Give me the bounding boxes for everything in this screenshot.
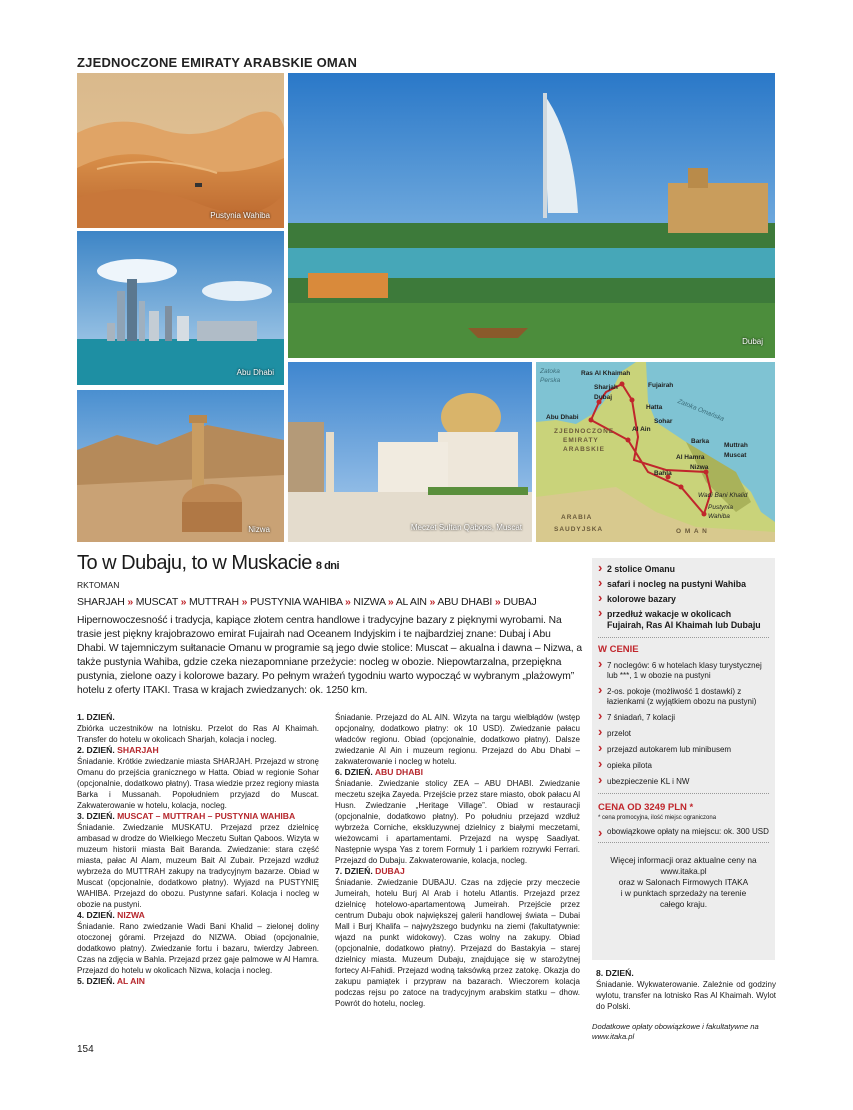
- photo-nizwa: [77, 390, 284, 542]
- day-heading: 7. DZIEŃ.: [335, 866, 373, 876]
- price-note: * cena promocyjna, ilość miejsc ograniczona: [598, 815, 717, 821]
- route-line: [77, 596, 537, 608]
- day-text: Śniadanie. Krótkie zwiedzanie miasta SHARJAH. Przejazd w stronę Omanu do przejścia granicznego w Hatta. Obiad w regionie Sohar (opcjonalnie, dodatkowo płatny). Trasa wiedzie przez regiony miasta Barka i Mussanah. Popołudniem przyjazd do Muscat. Zakwaterowanie w hotelu, kolacja, nocleg.: [77, 757, 319, 810]
- map-city-alhamra: Al Hamra: [676, 454, 705, 461]
- route-sep: »: [387, 596, 394, 608]
- map-label-pustynia1: Pustynia: [708, 504, 733, 511]
- intro-paragraph: Hipernowoczesność i tradycja, kapiące złotem centra handlowe i tradycyjne bazary z pięknymi wyrobami. Na trasie jest piękny krajobrazowo emirat Fujairah nad Oceanem Indyjskim i te najbardziej znane: Dubaj i Abu Dhabi. W tajemniczym sułtanacie Omanu w programie są jego dwie stolice: Muscat – akualna i dawna – Nizwa, a także pustynia Wahiba, gdzie czeka niezapomniane przeżycie: nocleg w obozie. Niepowtarzalna, przepiękna pustynia, zielone oazy i kolorowe bazary. Po pełnym wrażeń tygodniu warto wypocząć w wybranym „plażowym” hotelu z oferty ITAKI. Trasa w krajach zwiedzanych: ok. 1250 km.: [77, 615, 582, 696]
- day-place: ABU DHABI: [374, 767, 424, 777]
- included-item: › 7 noclegów: 6 w hotelach klasy turystycznej lub ***, 1 w obozie na pustyni: [598, 661, 769, 681]
- day-text: Śniadanie. Zwiedzanie stolicy ZEA – ABU DHABI. Zwiedzanie meczetu szejka Zayeda. Przejście przez stare miasto, obok pałacu Al Husn. Zwiedzanie „Heritage Village”. Obiad w restauracji (opcjonalnie, dodatkowo płatny). Po południu przejazd wzdłuż wybrzeża Corniche, ekskluzywnej dzielnicy z białymi meczetami, wieżowcami i apartamentami. Przejazd na wyspę Saadiyat. Następnie wyspa Yas z torem Formuły 1 i parkiem rozrywki Ferrari. Przejazd do Dubaju. Zakwaterowanie, kolacja, nocleg.: [335, 779, 580, 865]
- route-stop: MUSCAT: [135, 596, 178, 608]
- day-heading: 5. DZIEŃ.: [77, 976, 115, 986]
- included-item: › przelot: [598, 729, 769, 739]
- more-info-line: oraz w Salonach Firmowych ITAKA: [618, 877, 749, 887]
- more-info: [592, 855, 775, 910]
- info-sidebar: [592, 558, 775, 960]
- map-city-bahla: Bahla: [654, 470, 672, 477]
- map-city-ras: Ras Al Khaimah: [581, 370, 631, 377]
- photo-desert: [77, 73, 284, 228]
- day-place: AL AIN: [116, 976, 145, 986]
- map-label-sea1b: Perska: [540, 377, 561, 384]
- map-city-sohar: Sohar: [654, 418, 673, 425]
- route-stop: ABU DHABI: [437, 596, 493, 608]
- included-item: › 7 śniadań, 7 kolacji: [598, 713, 769, 723]
- map-label-pustynia2: Wahiba: [708, 513, 730, 520]
- map-label-uae1: ZJEDNOCZONE: [554, 428, 615, 435]
- map-city-abudhabi: Abu Dhabi: [546, 414, 579, 421]
- photo-dubaj: [288, 73, 775, 358]
- page-header: ZJEDNOCZONE EMIRATY ARABSKIE OMAN: [77, 55, 358, 70]
- divider: [598, 793, 769, 794]
- highlight-item: › przedłuż wakacje w okolicach Fujairah, Ras Al Khaimah lub Dubaju: [598, 609, 769, 631]
- route-sep: »: [241, 596, 248, 608]
- caption-meczet: Meczet Sultan Qaboos, Muscat: [410, 523, 522, 532]
- route-sep: »: [180, 596, 187, 608]
- day-text: Śniadanie. Rano zwiedzanie Wadi Bani Khalid – zielonej doliny otoczonej górami. Przejazd do NIZWA. Obiad (opcjonalnie, dodatkowo płatny). Zwiedzanie fortu i bazaru, twierdzy Jabreen. Czas na zdjęcia w Bahla. Przejazd przez gaje palmowe w Al Hamra. Przejazd do hotelu w okolicach Nizwa, kolacja i nocleg.: [77, 922, 319, 975]
- map-label-sea2: Zatoka Omańska: [676, 397, 726, 424]
- day-heading: 2. DZIEŃ.: [77, 745, 115, 755]
- day-text: Śniadanie. Przejazd do AL AIN. Wizyta na targu wielbłądów (wstęp opcjonalny, dodatkowo płatny: ok 10 USD). Zwiedzanie pałacu władców regionu. Obiad (opcjonalnie, dodatkowo płatny). Dalsze zwiedzanie Al Ain i muzeum regionu. Przejazd do Abu Dhabi – zakwaterowanie i nocleg w hotelu.: [335, 713, 580, 766]
- day-text: Śniadanie. Wykwaterowanie. Zależnie od godziny wylotu, transfer na lotnisko Ras Al Khaimah. Wylot do Polski.: [596, 980, 776, 1011]
- tour-title-text: To w Dubaju, to w Muskacie: [77, 552, 312, 574]
- itinerary-column-1: [77, 712, 319, 987]
- day-text: Śniadanie. Zwiedzanie MUSKATU. Przejazd przez dzielnicę ambasad w drodze do Wielkiego Meczetu Sułtan Qaboos. Wizyta w muzeum historii miasta Bait Baranda. Zwiedzanie: stara część miasta, pałac Al Alam, muzeum Bait Al Zubair. Przejazd wzdłuż wybrzeża do MUTTRAH zakupy na tradycyjnym bazarze. Obiad w Muscat (opcjonalnie, dodatkowo płatny). Wyjazd na PUSTYNIĘ WAHIBA. Przejazd do obozu. Pustynne safari. Kolacja i nocleg w obozie na pustyni.: [77, 823, 319, 909]
- highlights-list: [592, 558, 775, 631]
- route-stop: MUTTRAH: [188, 596, 239, 608]
- included-item: › przejazd autokarem lub minibusem: [598, 745, 769, 755]
- map-city-alain: Al Ain: [632, 426, 651, 433]
- tour-title: [77, 552, 339, 575]
- day-text: Zbiórka uczestników na lotnisku. Przelot do Ras Al Khaimah. Transfer do hotelu w okolicach Sharjah, kolacja i nocleg.: [77, 724, 319, 744]
- photo-abu-dhabi: [77, 231, 284, 385]
- day-text: Śniadanie. Zwiedzanie DUBAJU. Czas na zdjęcie przy meczecie Jumeirah, hotelu Burj Al Arab i hotelu Atlantis. Przejazd przez dzielnicę hotelowo-apartamentową Jumeirah. Przejście przez centrum Dubaju obok największej galerii handlowej świata – Dubai Mall i Burj Khalifa – najwyższego budynku na ziemi (fakultatywnie: wjazd na punkt widokowy). Czas wolny na zakupy. Obiad (opcjonalnie, dodatkowo płatny). Przejazd do Bastakyia – starej dzielnicy miasta. Muzeum Dubaju, znajdujące się w starożytnej fortecy Al-Fahidi. Przejazd wodną taksówką przez zatokę. Okazja do zakupu pamiątek i przypraw na bazarach. Wieczorem kolacja podczas rejsu po zatoce na tradycyjnym arabskim statku – dhow. Powrót do hotelu, nocleg.: [335, 878, 580, 1008]
- map-city-nizwa: Nizwa: [690, 464, 709, 471]
- divider: [598, 637, 769, 638]
- map-label-sea1: Zatoka: [540, 368, 560, 375]
- tour-code: RKTOMAN: [77, 580, 120, 590]
- map-city-hatta: Hatta: [646, 404, 663, 411]
- route-map: [536, 362, 775, 542]
- caption-dubaj: Dubaj: [742, 337, 763, 346]
- day-place: DUBAJ: [375, 866, 405, 876]
- more-info-line: całego kraju.: [659, 899, 708, 909]
- price: CENA OD 3249 PLN *: [598, 802, 694, 813]
- route-sep: »: [127, 596, 133, 608]
- map-label-uae3: ARABSKIE: [563, 446, 605, 453]
- day-heading: 3. DZIEŃ.: [77, 811, 115, 821]
- footnote: [592, 1022, 777, 1042]
- website-link[interactable]: www.itaka.pl: [660, 866, 707, 876]
- route-stop: NIZWA: [353, 596, 386, 608]
- photo-meczet: [288, 362, 532, 542]
- itinerary-day-8: [596, 968, 776, 1012]
- caption-desert: Pustynia Wahiba: [210, 211, 270, 220]
- included-item: › ubezpieczenie KL i NW: [598, 777, 769, 787]
- route-sep: »: [429, 596, 436, 608]
- mandatory-fees: › obowiązkowe opłaty na miejscu: ok. 300 USD: [592, 827, 775, 836]
- footnote-text: Dodatkowe opłaty obowiązkowe i fakultatywne na: [592, 1022, 759, 1031]
- highlight-item: › kolorowe bazary: [598, 594, 769, 605]
- route-sep: »: [494, 596, 501, 608]
- day-place: SHARJAH: [117, 745, 159, 755]
- map-label-wadi: Wadi Bani Khalid: [698, 492, 748, 499]
- caption-nizwa: Nizwa: [248, 525, 270, 534]
- route-stop: SHARJAH: [77, 596, 125, 608]
- included-item: › 2-os. pokoje (możliwość 1 dostawki) z łazienkami (z wyjątkiem obozu na pustyni): [598, 687, 769, 707]
- map-label-saudi2: SAUDYJSKA: [554, 526, 604, 533]
- included-item: › opieka pilota: [598, 761, 769, 771]
- route-sep: »: [344, 596, 351, 608]
- map-city-fujairah: Fujairah: [648, 382, 674, 389]
- divider: [598, 842, 769, 843]
- map-city-dubaj: Dubaj: [594, 394, 613, 401]
- day-heading: 1. DZIEŃ.: [77, 712, 115, 722]
- highlight-item: › safari i nocleg na pustyni Wahiba: [598, 579, 769, 590]
- page-number: 154: [77, 1044, 94, 1055]
- included-list: [592, 661, 775, 787]
- day-place: NIZWA: [117, 910, 145, 920]
- map-city-barka: Barka: [691, 438, 710, 445]
- route-stop: DUBAJ: [503, 596, 537, 608]
- day-place: MUSCAT – MUTTRAH – PUSTYNIA WAHIBA: [117, 811, 296, 821]
- map-city-muscat: Muscat: [724, 452, 747, 459]
- day-heading: 8. DZIEŃ.: [596, 968, 634, 978]
- day-heading: 6. DZIEŃ.: [335, 767, 373, 777]
- more-info-line: Więcej informacji oraz aktualne ceny na: [610, 855, 757, 865]
- map-city-muttrah: Muttrah: [724, 442, 748, 449]
- route-stop: PUSTYNIA WAHIBA: [249, 596, 343, 608]
- map-label-uae2: EMIRATY: [563, 437, 599, 444]
- map-label-oman: O M A N: [676, 528, 708, 535]
- route-stop: AL AIN: [395, 596, 427, 608]
- map-label-saudi1: ARABIA: [561, 514, 593, 521]
- included-heading: W CENIE: [598, 644, 639, 655]
- more-info-line: i w punktach sprzedaży na terenie: [620, 888, 747, 898]
- footnote-link[interactable]: www.itaka.pl: [592, 1032, 635, 1041]
- day-heading: 4. DZIEŃ.: [77, 910, 115, 920]
- map-city-sharjah: Sharjah: [594, 384, 618, 391]
- itinerary-column-2: [335, 712, 580, 1009]
- highlight-item: › 2 stolice Omanu: [598, 564, 769, 575]
- caption-abu-dhabi: Abu Dhabi: [236, 368, 274, 377]
- days-badge: 8 dni: [315, 560, 340, 572]
